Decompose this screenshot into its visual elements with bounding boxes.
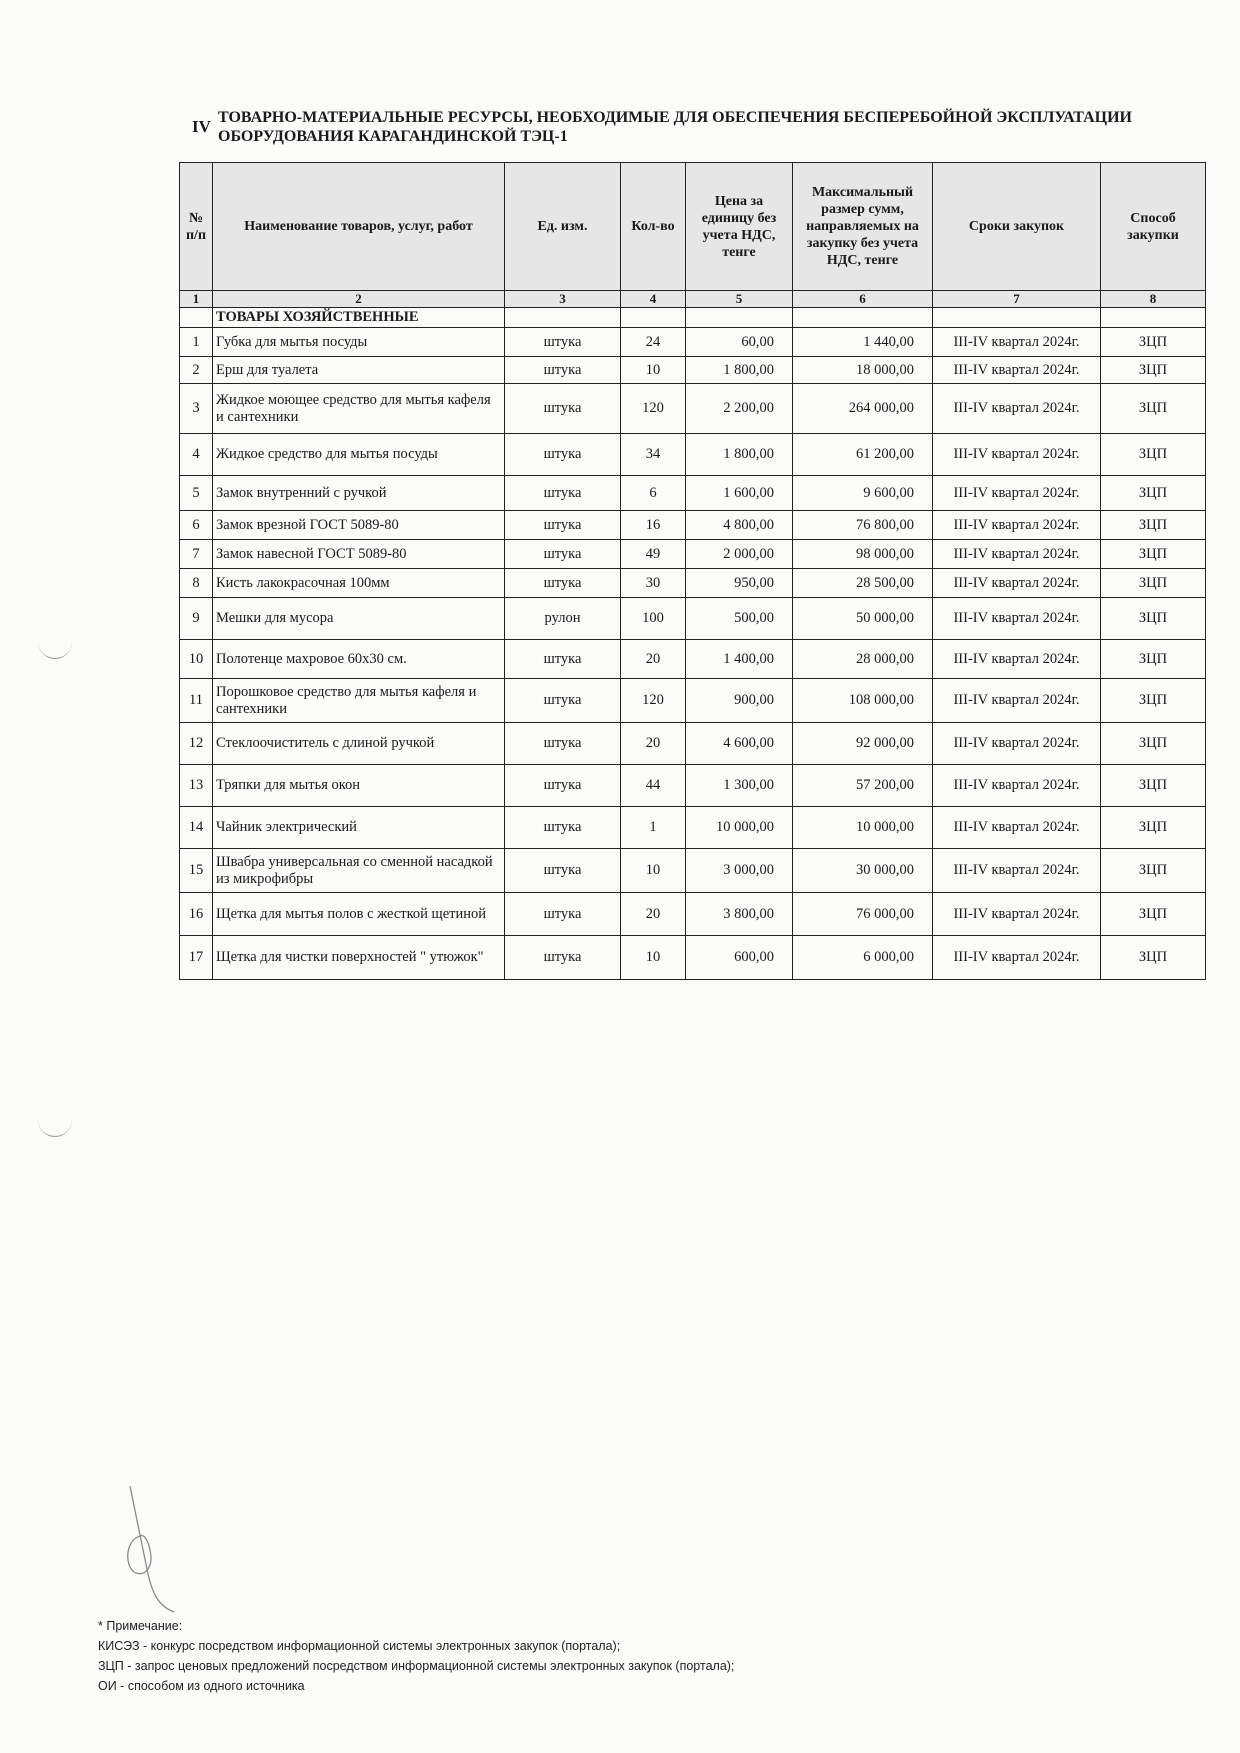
cell-qty: 34 xyxy=(621,434,686,476)
table-row xyxy=(180,679,1206,723)
column-number: 2 xyxy=(213,291,505,308)
table-row xyxy=(180,807,1206,849)
cell-name: Жидкое средство для мытья посуды xyxy=(213,434,505,476)
cell-sum: 50 000,00 xyxy=(793,598,933,640)
table-row xyxy=(180,384,1206,434)
cell-unit: штука xyxy=(505,640,621,679)
page-title: ТОВАРНО-МАТЕРИАЛЬНЫЕ РЕСУРСЫ, НЕОБХОДИМЫЕ ДЛЯ ОБЕСПЕЧЕНИЯ БЕСПЕРЕБОЙНОЙ ЭКСПЛУАТАЦИИ ОБОРУДОВАНИЯ КАРАГАНДИНСКОЙ ТЭЦ-1 xyxy=(218,109,1132,145)
cell-num: 10 xyxy=(180,640,213,679)
cell-sum: 57 200,00 xyxy=(793,765,933,807)
table-row xyxy=(180,893,1206,936)
cell-unit: штука xyxy=(505,893,621,936)
cell-num: 3 xyxy=(180,384,213,434)
cell-price: 4 800,00 xyxy=(686,511,793,540)
table-row xyxy=(180,434,1206,476)
cell-qty: 20 xyxy=(621,893,686,936)
cell-method: ЗЦП xyxy=(1101,765,1206,807)
table-row xyxy=(180,540,1206,569)
cell-method: ЗЦП xyxy=(1101,598,1206,640)
cell-name: Щетка для чистки поверхностей " утюжок" xyxy=(213,936,505,980)
note-line: ОИ - способом из одного источника xyxy=(98,1679,305,1693)
cell-method: ЗЦП xyxy=(1101,540,1206,569)
table-row xyxy=(180,357,1206,384)
cell-period: III-IV квартал 2024г. xyxy=(933,893,1101,936)
cell-name: Швабра универсальная со сменной насадкой из микрофибры xyxy=(213,849,505,893)
column-number: 3 xyxy=(505,291,621,308)
col-header-price: Цена за единицу без учета НДС, тенге xyxy=(686,163,793,291)
cell-price: 10 000,00 xyxy=(686,807,793,849)
cell-method: ЗЦП xyxy=(1101,384,1206,434)
group-row xyxy=(180,308,1206,328)
cell-period: III-IV квартал 2024г. xyxy=(933,434,1101,476)
cell-unit: штука xyxy=(505,476,621,511)
cell-period: III-IV квартал 2024г. xyxy=(933,328,1101,357)
cell-qty: 16 xyxy=(621,511,686,540)
cell-qty: 120 xyxy=(621,679,686,723)
cell-period: III-IV квартал 2024г. xyxy=(933,640,1101,679)
cell-period: III-IV квартал 2024г. xyxy=(933,936,1101,980)
cell-unit: штука xyxy=(505,679,621,723)
cell-sum: 10 000,00 xyxy=(793,807,933,849)
cell-num: 4 xyxy=(180,434,213,476)
table-row xyxy=(180,328,1206,357)
punch-hole-mark xyxy=(38,640,72,659)
signature-mark xyxy=(118,1484,188,1614)
table-row xyxy=(180,511,1206,540)
cell-name: Замок врезной ГОСТ 5089-80 xyxy=(213,511,505,540)
cell-qty: 10 xyxy=(621,936,686,980)
cell-price: 500,00 xyxy=(686,598,793,640)
cell-method: ЗЦП xyxy=(1101,679,1206,723)
cell-sum: 6 000,00 xyxy=(793,936,933,980)
cell-period: III-IV квартал 2024г. xyxy=(933,723,1101,765)
cell-num: 7 xyxy=(180,540,213,569)
cell-qty: 10 xyxy=(621,357,686,384)
cell-price: 600,00 xyxy=(686,936,793,980)
cell-method: ЗЦП xyxy=(1101,569,1206,598)
cell-method: ЗЦП xyxy=(1101,476,1206,511)
cell-name: Кисть лакокрасочная 100мм xyxy=(213,569,505,598)
cell-qty: 30 xyxy=(621,569,686,598)
cell-qty: 1 xyxy=(621,807,686,849)
cell-price: 2 000,00 xyxy=(686,540,793,569)
cell-name: Щетка для мытья полов с жесткой щетиной xyxy=(213,893,505,936)
cell-period: III-IV квартал 2024г. xyxy=(933,598,1101,640)
cell-unit: штука xyxy=(505,807,621,849)
cell-sum: 98 000,00 xyxy=(793,540,933,569)
cell-period: III-IV квартал 2024г. xyxy=(933,384,1101,434)
cell-qty: 100 xyxy=(621,598,686,640)
cell-price: 3 000,00 xyxy=(686,849,793,893)
cell-price: 900,00 xyxy=(686,679,793,723)
cell-method: ЗЦП xyxy=(1101,893,1206,936)
cell-qty: 6 xyxy=(621,476,686,511)
cell-unit: штука xyxy=(505,357,621,384)
cell-method: ЗЦП xyxy=(1101,723,1206,765)
cell-method: ЗЦП xyxy=(1101,936,1206,980)
cell-unit: штука xyxy=(505,540,621,569)
cell-price: 950,00 xyxy=(686,569,793,598)
cell-sum: 18 000,00 xyxy=(793,357,933,384)
cell-sum: 76 000,00 xyxy=(793,893,933,936)
column-number: 7 xyxy=(933,291,1101,308)
col-header-sum: Максимальный размер сумм, направляемых на закупку без учета НДС, тенге xyxy=(793,163,933,291)
cell-unit: штука xyxy=(505,723,621,765)
cell-name: Мешки для мусора xyxy=(213,598,505,640)
cell-method: ЗЦП xyxy=(1101,511,1206,540)
column-number: 5 xyxy=(686,291,793,308)
cell-method: ЗЦП xyxy=(1101,328,1206,357)
cell-num: 9 xyxy=(180,598,213,640)
cell-qty: 49 xyxy=(621,540,686,569)
cell-unit: штука xyxy=(505,936,621,980)
cell-unit: штука xyxy=(505,384,621,434)
cell-price: 4 600,00 xyxy=(686,723,793,765)
table-row xyxy=(180,723,1206,765)
cell-num: 14 xyxy=(180,807,213,849)
col-header-qty: Кол-во xyxy=(621,163,686,291)
cell-sum: 28 000,00 xyxy=(793,640,933,679)
cell-price: 60,00 xyxy=(686,328,793,357)
col-header-num: № п/п xyxy=(180,163,213,291)
cell-name: Полотенце махровое 60х30 см. xyxy=(213,640,505,679)
cell-period: III-IV квартал 2024г. xyxy=(933,765,1101,807)
cell-num: 15 xyxy=(180,849,213,893)
cell-method: ЗЦП xyxy=(1101,807,1206,849)
table-row xyxy=(180,476,1206,511)
cell-num: 17 xyxy=(180,936,213,980)
procurement-table xyxy=(179,162,1206,980)
cell-num: 1 xyxy=(180,328,213,357)
cell-period: III-IV квартал 2024г. xyxy=(933,807,1101,849)
column-number: 6 xyxy=(793,291,933,308)
cell-period: III-IV квартал 2024г. xyxy=(933,511,1101,540)
column-number: 4 xyxy=(621,291,686,308)
col-header-unit: Ед. изм. xyxy=(505,163,621,291)
cell-name: Стеклоочиститель с длиной ручкой xyxy=(213,723,505,765)
cell-name: Замок навесной ГОСТ 5089-80 xyxy=(213,540,505,569)
cell-sum: 264 000,00 xyxy=(793,384,933,434)
table-row xyxy=(180,936,1206,980)
cell-name: Ерш для туалета xyxy=(213,357,505,384)
cell-unit: штука xyxy=(505,328,621,357)
cell-unit: штука xyxy=(505,569,621,598)
cell-price: 2 200,00 xyxy=(686,384,793,434)
cell-price: 1 300,00 xyxy=(686,765,793,807)
cell-qty: 20 xyxy=(621,723,686,765)
table-row xyxy=(180,569,1206,598)
cell-num: 8 xyxy=(180,569,213,598)
notes-title: * Примечание: xyxy=(98,1619,183,1633)
cell-num: 13 xyxy=(180,765,213,807)
column-number-row xyxy=(180,291,1206,308)
cell-num: 16 xyxy=(180,893,213,936)
table-row xyxy=(180,849,1206,893)
cell-period: III-IV квартал 2024г. xyxy=(933,849,1101,893)
cell-price: 1 600,00 xyxy=(686,476,793,511)
cell-name: Замок внутренний с ручкой xyxy=(213,476,505,511)
cell-name: Порошковое средство для мытья кафеля и сантехники xyxy=(213,679,505,723)
cell-unit: штука xyxy=(505,434,621,476)
cell-num: 2 xyxy=(180,357,213,384)
cell-sum: 9 600,00 xyxy=(793,476,933,511)
cell-qty: 10 xyxy=(621,849,686,893)
cell-num: 12 xyxy=(180,723,213,765)
cell-price: 1 400,00 xyxy=(686,640,793,679)
cell-price: 1 800,00 xyxy=(686,434,793,476)
cell-name: Тряпки для мытья окон xyxy=(213,765,505,807)
col-header-period: Сроки закупок xyxy=(933,163,1101,291)
cell-name: Чайник электрический xyxy=(213,807,505,849)
cell-name: Губка для мытья посуды xyxy=(213,328,505,357)
column-number: 1 xyxy=(180,291,213,308)
cell-sum: 92 000,00 xyxy=(793,723,933,765)
cell-name: Жидкое моющее средство для мытья кафеля и сантехники xyxy=(213,384,505,434)
table-row xyxy=(180,640,1206,679)
cell-qty: 24 xyxy=(621,328,686,357)
cell-qty: 120 xyxy=(621,384,686,434)
cell-period: III-IV квартал 2024г. xyxy=(933,357,1101,384)
note-line: КИСЭЗ - конкурс посредством информационной системы электронных закупок (портала); xyxy=(98,1639,621,1653)
cell-unit: штука xyxy=(505,511,621,540)
note-line: ЗЦП - запрос ценовых предложений посредством информационной системы электронных закупок (портала); xyxy=(98,1659,735,1673)
col-header-method: Способ закупки xyxy=(1101,163,1206,291)
cell-sum: 30 000,00 xyxy=(793,849,933,893)
cell-price: 3 800,00 xyxy=(686,893,793,936)
cell-unit: штука xyxy=(505,765,621,807)
cell-sum: 1 440,00 xyxy=(793,328,933,357)
cell-period: III-IV квартал 2024г. xyxy=(933,679,1101,723)
cell-sum: 61 200,00 xyxy=(793,434,933,476)
column-number: 8 xyxy=(1101,291,1206,308)
section-number: IV xyxy=(192,117,211,136)
cell-num: 6 xyxy=(180,511,213,540)
notes-block xyxy=(98,1616,734,1696)
cell-qty: 44 xyxy=(621,765,686,807)
cell-unit: рулон xyxy=(505,598,621,640)
table-row xyxy=(180,765,1206,807)
col-header-name: Наименование товаров, услуг, работ xyxy=(213,163,505,291)
table-row xyxy=(180,598,1206,640)
cell-price: 1 800,00 xyxy=(686,357,793,384)
cell-period: III-IV квартал 2024г. xyxy=(933,569,1101,598)
cell-unit: штука xyxy=(505,849,621,893)
cell-method: ЗЦП xyxy=(1101,849,1206,893)
cell-sum: 28 500,00 xyxy=(793,569,933,598)
cell-num: 5 xyxy=(180,476,213,511)
cell-qty: 20 xyxy=(621,640,686,679)
cell-sum: 108 000,00 xyxy=(793,679,933,723)
cell-period: III-IV квартал 2024г. xyxy=(933,476,1101,511)
punch-hole-mark xyxy=(38,1118,72,1137)
cell-method: ЗЦП xyxy=(1101,640,1206,679)
group-title: ТОВАРЫ ХОЗЯЙСТВЕННЫЕ xyxy=(213,308,505,328)
cell-method: ЗЦП xyxy=(1101,434,1206,476)
cell-num: 11 xyxy=(180,679,213,723)
table-header-row xyxy=(180,163,1206,291)
cell-sum: 76 800,00 xyxy=(793,511,933,540)
cell-method: ЗЦП xyxy=(1101,357,1206,384)
cell-period: III-IV квартал 2024г. xyxy=(933,540,1101,569)
